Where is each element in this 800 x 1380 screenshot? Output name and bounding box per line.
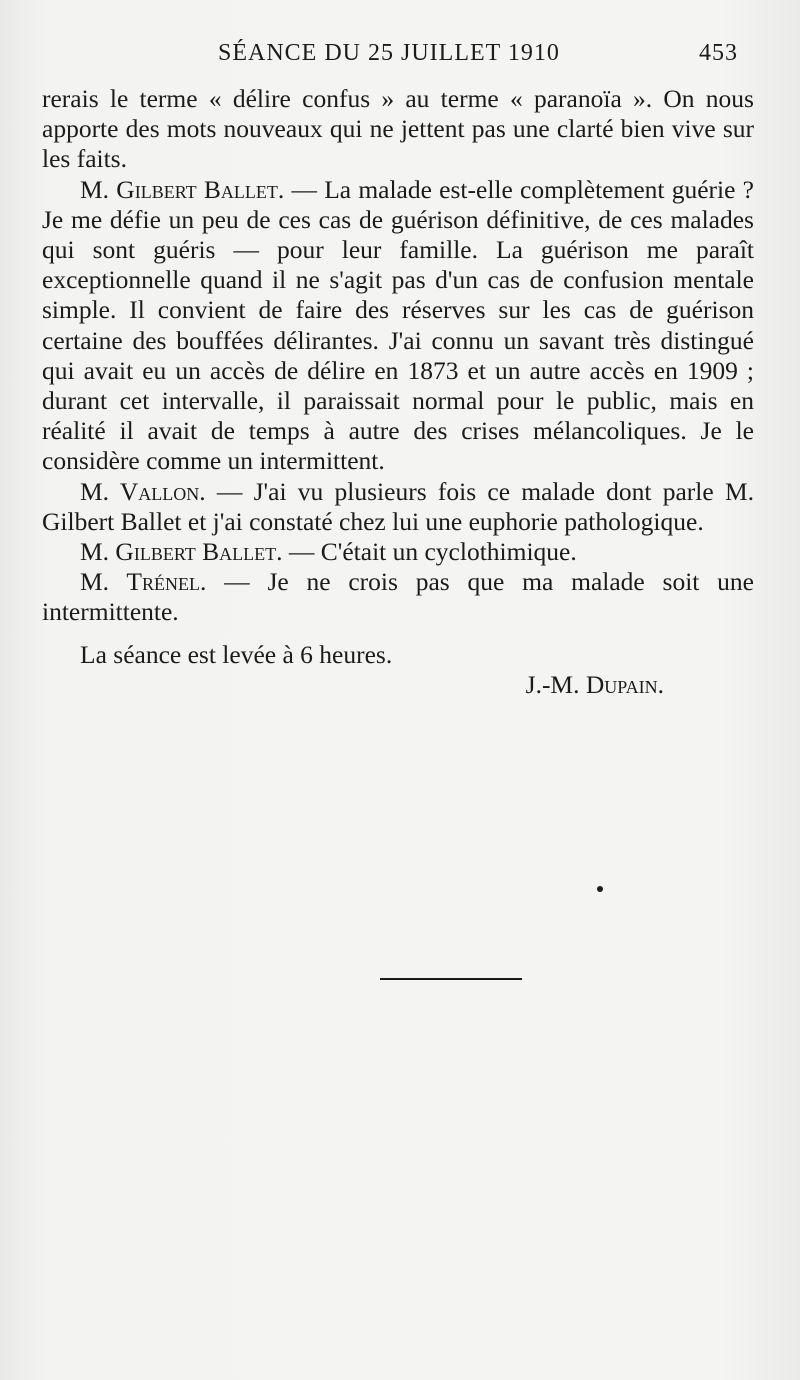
page-header <box>48 36 738 72</box>
section-rule <box>380 978 522 980</box>
speech-text: — Je ne crois pas que ma malade soit une intermittente. <box>42 567 754 627</box>
paragraph-gap <box>42 628 754 640</box>
running-title: SÉANCE DU 25 JUILLET 1910 <box>218 40 560 66</box>
ornament-dot <box>597 886 603 892</box>
speaker-name: M. Vallon. <box>80 476 206 506</box>
paragraph-vallon <box>42 477 754 537</box>
speaker-name: M. Gilbert Ballet. <box>80 537 283 567</box>
page-number: 453 <box>699 40 738 66</box>
paragraph-trenel <box>42 567 754 627</box>
speech-text: — La malade est-elle complètement guérie ? Je me défie un peu de ces cas de guérison définitive, de ces malades qui sont guéris — pour leur famille. La guérison me paraît exceptionnelle quand il ne s'agit pas d'un cas de confusion mentale simple. Il convient de faire des réserves sur les cas de guérison certaine des bouffées délirantes. J'ai connu un savant très distingué qui avait eu un accès de délire en 1873 et un autre accès en 1909 ; durant cet intervalle, il paraissait normal pour le public, mais en réalité il avait de temps à autre des crises mélancoliques. Je le considère comme un intermittent. <box>42 174 754 476</box>
signature: J.-M. Dupain. <box>525 669 664 699</box>
closing-line: La séance est levée à 6 heures. <box>80 639 393 669</box>
body-text <box>42 84 754 700</box>
paragraph-ballet-2 <box>42 537 754 567</box>
paragraph-ballet-1 <box>42 175 754 477</box>
speech-text: — C'était un cyclothimique. <box>282 537 577 567</box>
speaker-name: M. Trénel. <box>80 567 207 597</box>
speech-text: — J'ai vu plusieurs fois ce malade dont parle M. Gilbert Ballet et j'ai constaté chez lui une euphorie pathologique. <box>42 476 754 536</box>
speaker-name: M. Gilbert Ballet. <box>80 174 285 204</box>
paragraph-continuation: rerais le terme « délire confus » au terme « paranoïa ». On nous apporte des mots nouveaux qui ne jettent pas une clarté bien vive sur les faits. <box>42 84 754 174</box>
